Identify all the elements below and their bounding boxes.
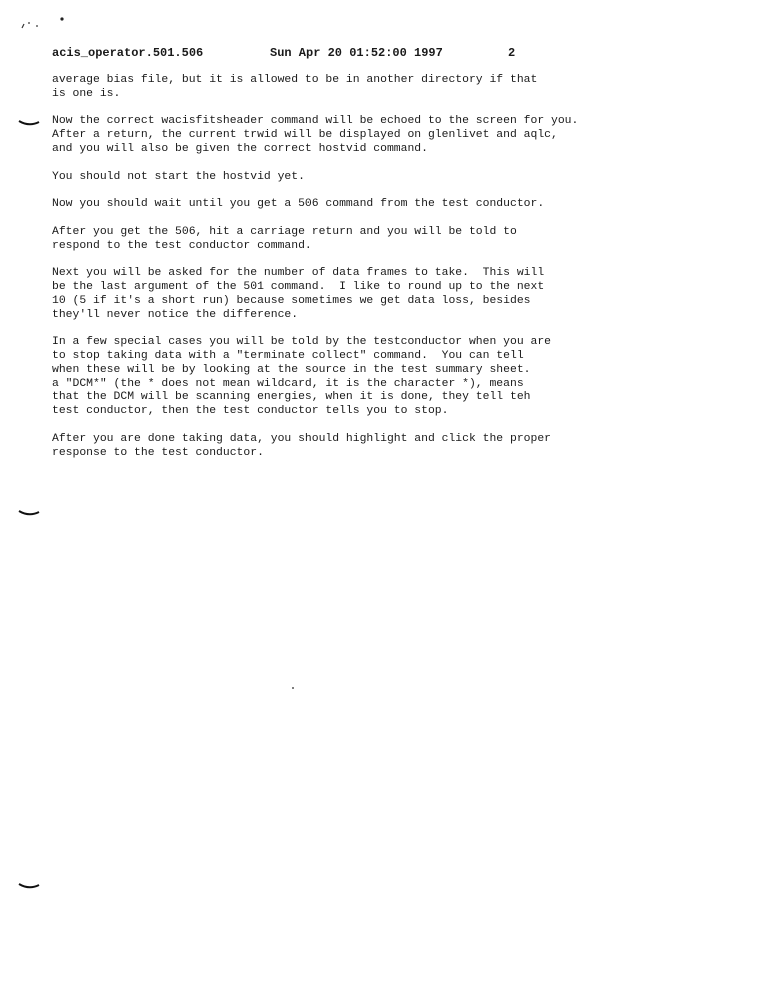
punch-hole-mark bbox=[18, 876, 40, 882]
paragraph-fitsheader: Now the correct wacisfitsheader command will be echoed to the screen for you. After a return, the current trwid will be displayed on glenlivet and aqlc, and you will also be given the correct hostvid command. bbox=[52, 115, 579, 155]
paragraph-special-cases: In a few special cases you will be told by the testconductor when you are to stop taking data with a "terminate collect" command. You can tell when these will be by looking at the source in the test summary sheet. a "DCM*" (the * does not mean wildcard, it is the character *), means that the DCM will be scanning energies, when it is done, they tell teh test conductor, then the test conductor tells you to stop. bbox=[52, 336, 551, 418]
scan-speck-marks bbox=[20, 16, 70, 30]
document-body bbox=[52, 74, 692, 474]
paragraph-done-taking-data: After you are done taking data, you should highlight and click the proper response to the test conductor. bbox=[52, 432, 551, 459]
paragraph-carriage-return: After you get the 506, hit a carriage return and you will be told to respond to the test conductor command. bbox=[52, 225, 517, 252]
header-filename: acis_operator.501.506 bbox=[52, 46, 204, 60]
paragraph-wait-506: Now you should wait until you get a 506 command from the test conductor. bbox=[52, 198, 545, 211]
header-page-number: 2 bbox=[508, 46, 516, 60]
page-header bbox=[52, 46, 652, 62]
paragraph-data-frames: Next you will be asked for the number of data frames to take. This will be the last argument of the 501 command. I like to round up to the next 10 (5 if it's a short run) because sometimes we get data loss, besides they'll never notice the difference. bbox=[52, 267, 545, 321]
header-date: Sun Apr 20 01:52:00 1997 bbox=[270, 46, 443, 60]
punch-hole-mark bbox=[18, 503, 40, 509]
paragraph-bias-file: average bias file, but it is allowed to be in another directory if that is one is. bbox=[52, 74, 538, 100]
scan-speck bbox=[292, 687, 294, 689]
punch-hole-mark bbox=[18, 113, 40, 119]
paragraph-hostvid: You should not start the hostvid yet. bbox=[52, 170, 305, 183]
